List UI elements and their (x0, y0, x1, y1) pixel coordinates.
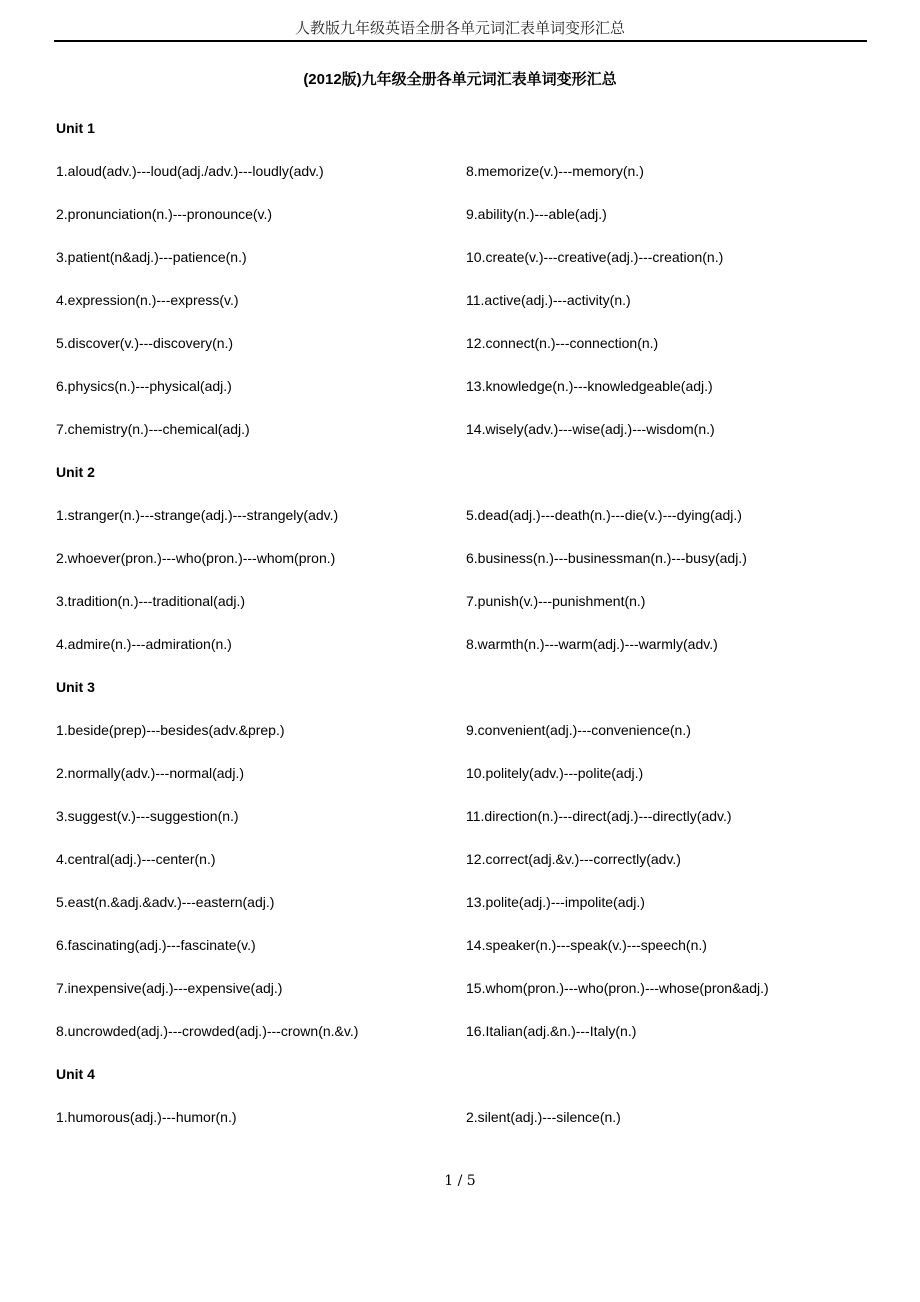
vocab-entry-right: 8.memorize(v.)---memory(n.) (466, 163, 644, 179)
vocab-entry-right: 9.convenient(adj.)---convenience(n.) (466, 722, 691, 738)
vocab-entry-right: 14.wisely(adv.)---wise(adj.)---wisdom(n.) (466, 421, 715, 437)
unit-heading: Unit 1 (56, 120, 95, 136)
vocab-entry-left: 6.fascinating(adj.)---fascinate(v.) (56, 937, 256, 953)
vocab-row (56, 408, 876, 451)
vocab-row (56, 1010, 876, 1053)
vocab-entry-right: 12.connect(n.)---connection(n.) (466, 335, 659, 351)
vocab-entry-right: 5.dead(adj.)---death(n.)---die(v.)---dying(adj.) (466, 507, 742, 523)
vocab-entry-left: 2.normally(adv.)---normal(adj.) (56, 765, 245, 781)
vocab-entry-right: 13.knowledge(n.)---knowledgeable(adj.) (466, 378, 713, 394)
vocab-entry-left: 1.aloud(adv.)---loud(adj./adv.)---loudly(adv.) (56, 163, 324, 179)
vocab-entry-left: 5.discover(v.)---discovery(n.) (56, 335, 234, 351)
unit-heading: Unit 3 (56, 679, 95, 695)
vocab-entry-left: 4.central(adj.)---center(n.) (56, 851, 216, 867)
vocab-entry-right: 13.polite(adj.)---impolite(adj.) (466, 894, 645, 910)
vocab-entry-right: 8.warmth(n.)---warm(adj.)---warmly(adv.) (466, 636, 718, 652)
vocab-entry-left: 4.expression(n.)---express(v.) (56, 292, 239, 308)
vocab-entry-right: 9.ability(n.)---able(adj.) (466, 206, 607, 222)
vocab-entry-right: 15.whom(pron.)---who(pron.)---whose(pron&adj.) (466, 980, 769, 996)
vocab-entry-right: 7.punish(v.)---punishment(n.) (466, 593, 646, 609)
vocab-entry-left: 1.humorous(adj.)---humor(n.) (56, 1109, 237, 1125)
vocab-entry-right: 16.Italian(adj.&n.)---Italy(n.) (466, 1023, 637, 1039)
document-title: (2012版)九年级全册各单元词汇表单词变形汇总 (303, 71, 617, 88)
vocab-entry-right: 6.business(n.)---businessman(n.)---busy(adj.) (466, 550, 747, 566)
vocab-row (56, 1096, 876, 1139)
vocab-entry-right: 10.politely(adv.)---polite(adj.) (466, 765, 644, 781)
vocab-entry-left: 2.whoever(pron.)---who(pron.)---whom(pron.) (56, 550, 336, 566)
vocab-row (56, 150, 876, 193)
vocab-entry-left: 5.east(n.&adj.&adv.)---eastern(adj.) (56, 894, 275, 910)
unit-heading: Unit 4 (56, 1066, 95, 1082)
vocab-entry-left: 3.suggest(v.)---suggestion(n.) (56, 808, 239, 824)
vocab-row (56, 623, 876, 666)
vocab-entry-right: 2.silent(adj.)---silence(n.) (466, 1109, 621, 1125)
vocab-row (56, 967, 876, 1010)
vocab-row (56, 709, 876, 752)
vocab-row (56, 494, 876, 537)
vocab-row (56, 924, 876, 967)
vocabulary-content (56, 107, 876, 1139)
vocab-entry-left: 7.chemistry(n.)---chemical(adj.) (56, 421, 250, 437)
running-header: 人教版九年级英语全册各单元词汇表单词变形汇总 (294, 19, 625, 37)
vocab-entry-right: 11.direction(n.)---direct(adj.)---directly(adv.) (466, 808, 732, 824)
vocab-row (56, 580, 876, 623)
vocab-row (56, 279, 876, 322)
vocab-entry-left: 8.uncrowded(adj.)---crowded(adj.)---crown(n.&v.) (56, 1023, 359, 1039)
vocab-row (56, 236, 876, 279)
vocab-entry-left: 3.patient(n&adj.)---patience(n.) (56, 249, 247, 265)
unit-heading: Unit 2 (56, 464, 95, 480)
vocab-entry-right: 10.create(v.)---creative(adj.)---creation(n.) (466, 249, 724, 265)
page-number: 1 / 5 (444, 1173, 476, 1189)
vocab-entry-left: 4.admire(n.)---admiration(n.) (56, 636, 232, 652)
vocab-row (56, 838, 876, 881)
vocab-entry-right: 12.correct(adj.&v.)---correctly(adv.) (466, 851, 681, 867)
vocab-entry-right: 14.speaker(n.)---speak(v.)---speech(n.) (466, 937, 707, 953)
vocab-row (56, 752, 876, 795)
vocab-row (56, 365, 876, 408)
header-divider (54, 40, 867, 42)
vocab-entry-left: 1.beside(prep)---besides(adv.&prep.) (56, 722, 285, 738)
vocab-row (56, 881, 876, 924)
vocab-row (56, 322, 876, 365)
vocab-entry-left: 1.stranger(n.)---strange(adj.)---strangely(adv.) (56, 507, 339, 523)
vocab-entry-right: 11.active(adj.)---activity(n.) (466, 292, 631, 308)
vocab-entry-left: 2.pronunciation(n.)---pronounce(v.) (56, 206, 273, 222)
vocab-row (56, 193, 876, 236)
vocab-entry-left: 6.physics(n.)---physical(adj.) (56, 378, 232, 394)
vocab-entry-left: 7.inexpensive(adj.)---expensive(adj.) (56, 980, 283, 996)
vocab-row (56, 795, 876, 838)
vocab-row (56, 537, 876, 580)
vocab-entry-left: 3.tradition(n.)---traditional(adj.) (56, 593, 246, 609)
